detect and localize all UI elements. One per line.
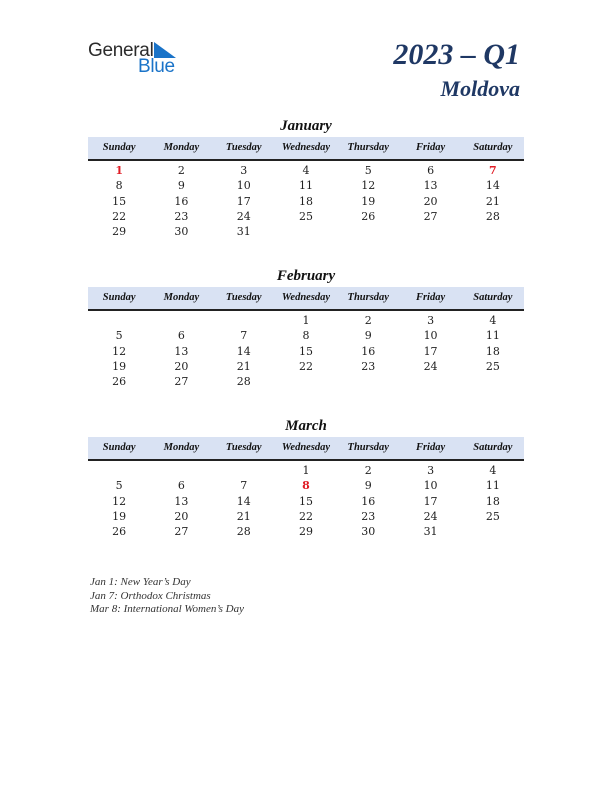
day-cell: 26: [112, 375, 127, 389]
day-cell: 14: [485, 179, 500, 193]
day-cell: 13: [174, 494, 189, 508]
day-cell: 18: [485, 344, 500, 358]
day-cell: 20: [174, 509, 189, 523]
month-january: [88, 115, 524, 239]
day-cell: 18: [485, 494, 500, 508]
day-cell: 24: [423, 359, 438, 373]
day-cell: 12: [361, 179, 376, 193]
day-grid: [88, 163, 524, 239]
day-cell: 5: [115, 479, 123, 493]
day-cell: 27: [174, 375, 189, 389]
day-cell: 20: [174, 359, 189, 373]
weekday-label: Friday: [415, 292, 446, 303]
day-cell: [88, 313, 150, 328]
day-cell: 18: [298, 194, 313, 208]
weekday-label: Sunday: [102, 442, 136, 453]
day-cell: 5: [115, 329, 123, 343]
weekday-label: Wednesday: [281, 442, 331, 453]
day-cell: 25: [298, 209, 313, 223]
day-cell: 24: [423, 509, 438, 523]
day-cell: 27: [174, 525, 189, 539]
day-cell: [150, 313, 212, 328]
day-cell: 23: [361, 359, 376, 373]
day-cell: 13: [423, 179, 438, 193]
day-cell: 26: [112, 525, 127, 539]
day-cell: 6: [427, 164, 435, 177]
day-cell: 4: [489, 314, 497, 327]
day-cell: 7: [240, 329, 248, 343]
day-cell: [88, 463, 150, 478]
country-name: Moldova: [440, 76, 520, 101]
day-cell: 30: [174, 225, 189, 239]
weekday-label: Thursday: [347, 292, 389, 303]
day-cell: 10: [423, 329, 438, 343]
weekday-label: Thursday: [347, 442, 389, 453]
weekday-label: Sunday: [102, 142, 136, 153]
day-cell: 15: [298, 494, 313, 508]
day-cell: 11: [298, 179, 313, 193]
logo-text-blue: Blue: [138, 56, 175, 77]
day-cell: 21: [236, 509, 251, 523]
day-grid: [88, 313, 524, 389]
weekday-label: Tuesday: [225, 142, 262, 153]
month-title: March: [285, 418, 327, 434]
weekday-label: Sunday: [102, 292, 136, 303]
day-cell: 23: [361, 509, 376, 523]
day-cell: 8: [115, 179, 123, 193]
weekday-label: Saturday: [473, 142, 513, 153]
weekday-header: [88, 137, 524, 161]
day-cell: 4: [489, 464, 497, 477]
day-cell: 1: [115, 164, 123, 177]
day-cell: 25: [485, 359, 500, 373]
day-cell: 28: [236, 375, 251, 389]
day-cell: 17: [236, 194, 251, 208]
page-title: 2023 – Q1: [393, 38, 520, 71]
day-cell: 10: [236, 179, 251, 193]
day-cell: 2: [364, 314, 372, 327]
day-cell: 21: [485, 194, 500, 208]
day-cell: 31: [423, 525, 438, 539]
day-cell: 11: [485, 329, 500, 343]
day-cell: 29: [298, 525, 313, 539]
day-cell: 7: [489, 164, 497, 177]
day-cell: 22: [298, 359, 313, 373]
day-cell: 28: [236, 525, 251, 539]
day-cell: [213, 313, 275, 328]
weekday-label: Tuesday: [225, 292, 262, 303]
day-cell: 10: [423, 479, 438, 493]
day-cell: 29: [112, 225, 127, 239]
holiday-note: Jan 7: Orthodox Christmas: [90, 589, 211, 602]
holiday-note: Mar 8: International Women’s Day: [90, 603, 244, 615]
day-cell: 6: [177, 479, 185, 493]
day-cell: 30: [361, 525, 376, 539]
day-cell: 1: [302, 314, 310, 327]
day-grid: [88, 463, 524, 539]
logo-text-general: General: [88, 40, 154, 61]
day-cell: 17: [423, 494, 438, 508]
day-cell: 26: [361, 209, 376, 223]
day-cell: 3: [427, 314, 435, 327]
day-cell: 13: [174, 344, 189, 358]
holiday-note: Jan 1: New Year’s Day: [90, 576, 191, 588]
weekday-label: Wednesday: [281, 292, 331, 303]
weekday-label: Tuesday: [225, 442, 262, 453]
day-cell: 16: [361, 494, 376, 508]
day-cell: 16: [174, 194, 189, 208]
day-cell: 19: [361, 194, 376, 208]
day-cell: 9: [364, 329, 372, 343]
day-cell: 23: [174, 209, 189, 223]
day-cell: 19: [112, 359, 127, 373]
day-cell: [150, 463, 212, 478]
day-cell: 6: [177, 329, 185, 343]
day-cell: 3: [427, 464, 435, 477]
day-cell: 19: [112, 509, 127, 523]
day-cell: 20: [423, 194, 438, 208]
weekday-label: Monday: [163, 442, 200, 453]
day-cell: 4: [302, 164, 310, 177]
month-title: February: [276, 268, 336, 284]
day-cell: 15: [112, 194, 127, 208]
weekday-label: Friday: [415, 142, 446, 153]
day-cell: 12: [112, 494, 127, 508]
day-cell: 21: [236, 359, 251, 373]
day-cell: 16: [361, 344, 376, 358]
month-title: January: [280, 118, 332, 134]
day-cell: [213, 463, 275, 478]
day-cell: 31: [236, 225, 251, 239]
day-cell: 11: [485, 479, 500, 493]
weekday-label: Wednesday: [281, 142, 331, 153]
day-cell: 1: [302, 464, 310, 477]
weekday-label: Thursday: [347, 142, 389, 153]
day-cell: 8: [302, 329, 310, 343]
brand-logo: [88, 40, 188, 80]
weekday-label: Saturday: [473, 442, 513, 453]
day-cell: 8: [302, 479, 310, 493]
weekday-label: Monday: [163, 292, 200, 303]
weekday-header: [88, 437, 524, 461]
day-cell: 2: [364, 464, 372, 477]
weekday-header: [88, 287, 524, 311]
day-cell: 14: [236, 344, 251, 358]
day-cell: 27: [423, 209, 438, 223]
day-cell: 14: [236, 494, 251, 508]
day-cell: 17: [423, 344, 438, 358]
day-cell: 2: [177, 164, 185, 177]
day-cell: 5: [364, 164, 372, 177]
day-cell: 15: [298, 344, 313, 358]
day-cell: 22: [112, 209, 127, 223]
weekday-label: Saturday: [473, 292, 513, 303]
weekday-label: Friday: [415, 442, 446, 453]
day-cell: 25: [485, 509, 500, 523]
day-cell: 24: [236, 209, 251, 223]
day-cell: 9: [177, 179, 185, 193]
month-february: [88, 265, 524, 389]
holiday-notes: [90, 576, 244, 617]
day-cell: 22: [298, 509, 313, 523]
day-cell: 3: [240, 164, 248, 177]
month-march: [88, 415, 524, 539]
day-cell: 28: [485, 209, 500, 223]
weekday-label: Monday: [163, 142, 200, 153]
day-cell: 9: [364, 479, 372, 493]
day-cell: 12: [112, 344, 127, 358]
day-cell: 7: [240, 479, 248, 493]
